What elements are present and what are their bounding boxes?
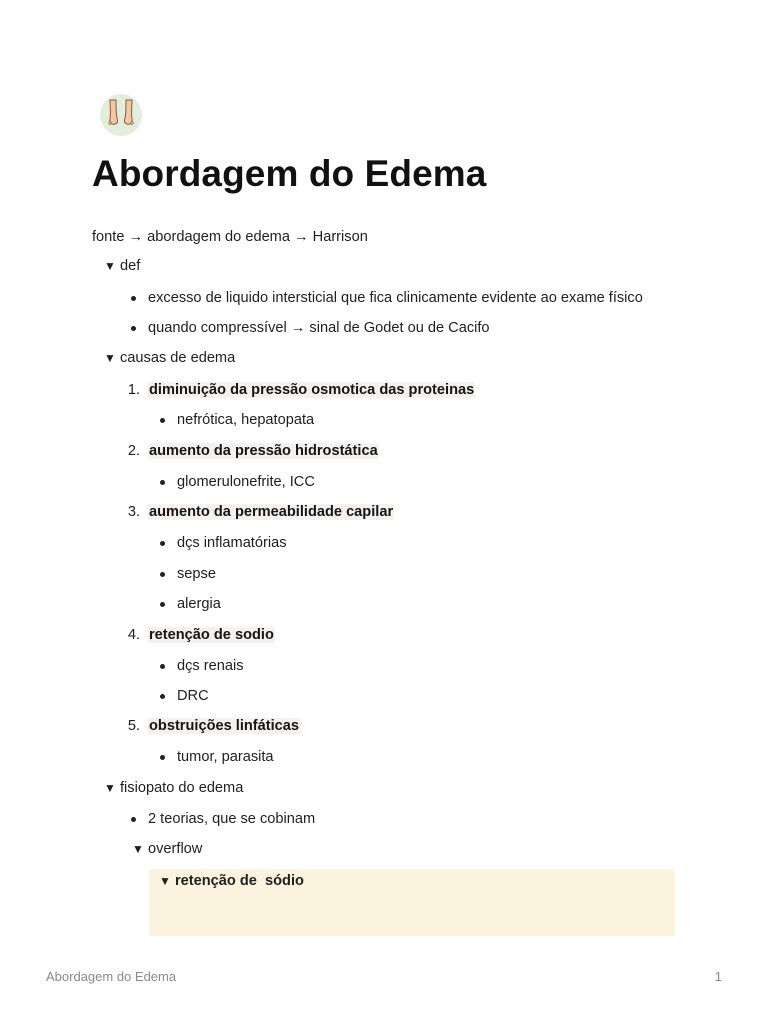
bullet-icon <box>160 418 165 423</box>
list-item: alergia <box>177 596 221 612</box>
toggle-label: retenção de sódio <box>175 873 304 889</box>
list-number: 5. <box>127 718 140 734</box>
toggle-def[interactable] <box>104 257 140 275</box>
cause-heading <box>148 442 379 460</box>
list-item: nefrótica, hepatopata <box>177 412 315 428</box>
highlighted-text: aumento da permeabilidade capilar <box>149 504 394 520</box>
list-item: dçs inflamatórias <box>177 535 287 551</box>
toggle-triangle-icon: ▼ <box>104 259 116 273</box>
toggle-triangle-icon: ▼ <box>159 874 171 888</box>
toggle-label: causas de edema <box>120 350 236 366</box>
bullet-icon <box>160 602 165 607</box>
list-number: 4. <box>127 627 140 643</box>
page-title: Abordagem do Edema <box>92 153 487 194</box>
bullet-icon <box>160 755 165 760</box>
bullet-icon <box>160 572 165 577</box>
bullet-icon <box>131 817 136 822</box>
list-number: 2. <box>127 443 140 459</box>
list-item: sepse <box>177 566 216 582</box>
highlighted-text: aumento da pressão hidrostática <box>149 443 378 459</box>
list-item: excesso de liquido intersticial que fica clinicamente evidente ao exame físico <box>148 290 643 306</box>
highlighted-text: retenção de sodio <box>149 627 274 643</box>
source-line: fonte → abordagem do edema → Harrison <box>92 229 368 245</box>
callout-box <box>149 869 675 936</box>
list-item: glomerulonefrite, ICC <box>177 474 315 490</box>
bullet-icon <box>160 694 165 699</box>
highlighted-text: diminuição da pressão osmotica das proteinas <box>149 382 475 398</box>
list-item: quando compressível → sinal de Godet ou de Cacifo <box>148 320 490 336</box>
toggle-triangle-icon: ▼ <box>132 842 144 856</box>
toggle-label: overflow <box>148 841 203 857</box>
cause-heading <box>148 381 475 399</box>
feet-icon <box>100 94 142 136</box>
list-number: 1. <box>127 382 140 398</box>
cause-heading <box>148 626 275 644</box>
list-number: 3. <box>127 504 140 520</box>
bullet-icon <box>160 480 165 485</box>
toggle-label: def <box>120 258 141 274</box>
list-item: tumor, parasita <box>177 749 274 765</box>
highlighted-text: obstruições linfáticas <box>149 718 300 734</box>
footer-title: Abordagem do Edema <box>46 969 177 984</box>
toggle-causas[interactable] <box>104 349 235 367</box>
bullet-icon <box>160 664 165 669</box>
footer-page-number: 1 <box>714 969 722 984</box>
toggle-overflow[interactable] <box>132 840 202 858</box>
list-item: DRC <box>177 688 209 704</box>
bullet-icon <box>131 296 136 301</box>
cause-heading <box>148 717 300 735</box>
list-item: dçs renais <box>177 658 244 674</box>
cause-heading <box>148 503 394 521</box>
toggle-triangle-icon: ▼ <box>104 781 116 795</box>
toggle-triangle-icon: ▼ <box>104 351 116 365</box>
bullet-icon <box>131 326 136 331</box>
list-item: 2 teorias, que se cobinam <box>148 811 316 827</box>
bullet-icon <box>160 541 165 546</box>
toggle-label: fisiopato do edema <box>120 780 244 796</box>
toggle-retencao-sodio[interactable] <box>159 872 304 890</box>
toggle-fisiopato[interactable] <box>104 779 243 797</box>
